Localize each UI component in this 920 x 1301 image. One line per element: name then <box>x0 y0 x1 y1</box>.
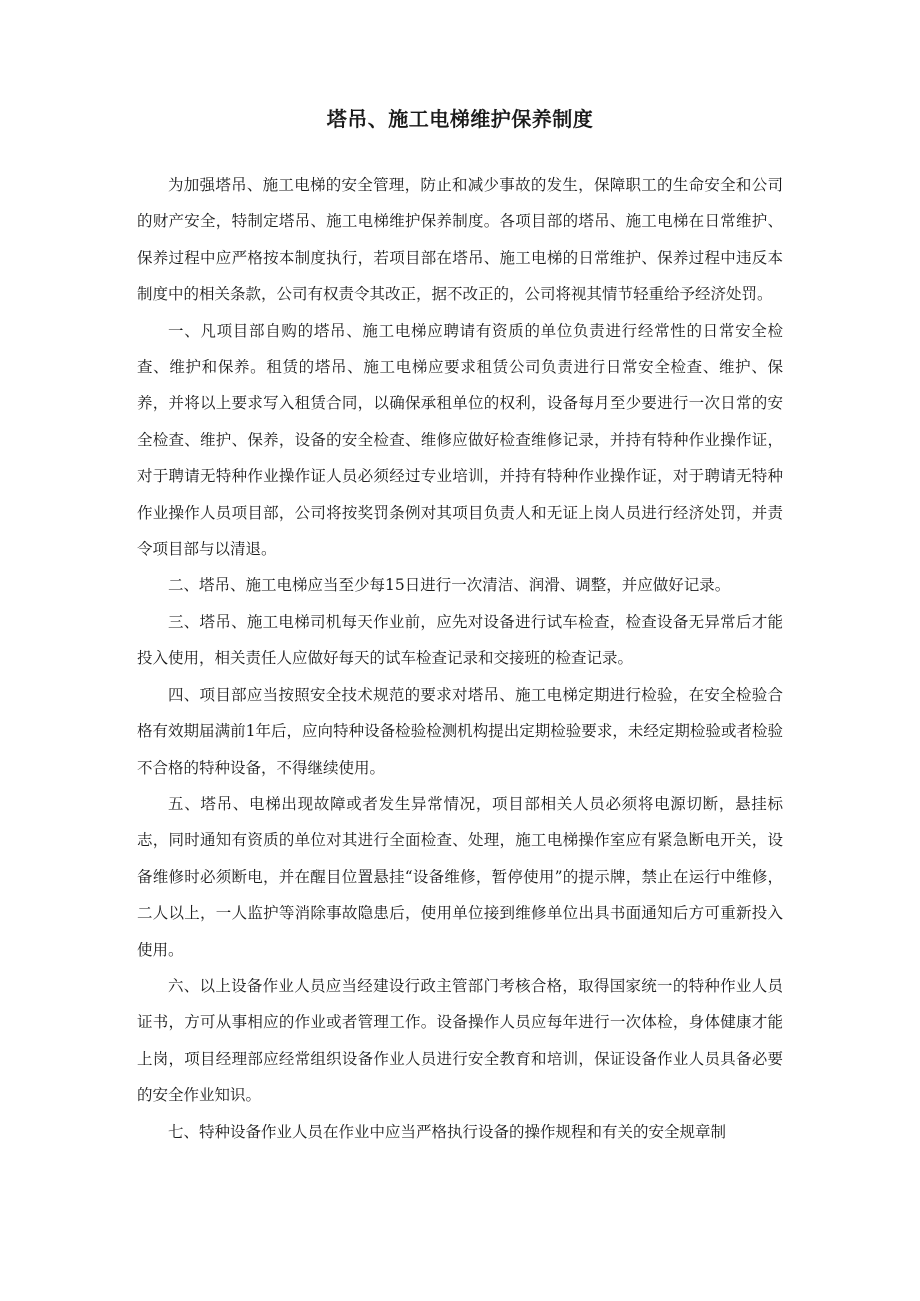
paragraph-clause-5: 五、塔吊、电梯出现故障或者发生异常情况，项目部相关人员必须将电源切断，悬挂标志，同时通知有资质的单位对其进行全面检查、处理，施工电梯操作室应有紧急断电开关，设备维修时必须断电，并在醒目位置悬挂“设备维修，暂停使用”的提示牌，禁止在运行中维修，二人以上，一人监护等消除事故隐患后，使用单位接到维修单位出具书面通知后方可重新投入使用。 <box>137 794 783 959</box>
paragraph-clause-6: 六、以上设备作业人员应当经建设行政主管部门考核合格，取得国家统一的特种作业人员证书，方可从事相应的作业或者管理工作。设备操作人员应每年进行一次体检，身体健康才能上岗，项目经理部应经常组织设备作业人员进行安全教育和培训，保证设备作业人员具备必要的安全作业知识。 <box>137 976 783 1105</box>
paragraph-clause-1: 一、凡项目部自购的塔吊、施工电梯应聘请有资质的单位负责进行经常性的日常安全检查、维护和保养。租赁的塔吊、施工电梯应要求租赁公司负责进行日常安全检查、维护、保养，并将以上要求写入租赁合同，以确保承租单位的权利，设备每月至少要进行一次日常的安全检查、维护、保养，设备的安全检查、维修应做好检查维修记录，并持有特种作业操作证，对于聘请无特种作业操作证人员必须经过专业培训，并持有特种作业操作证，对于聘请无特种作业操作人员项目部，公司将按奖罚条例对其项目负责人和无证上岗人员进行经济处罚，并责令项目部与以清退。 <box>137 321 783 559</box>
document-body <box>137 167 783 1150</box>
document-title: 塔吊、施工电梯维护保养制度 <box>326 107 594 131</box>
paragraph-clause-2: 二、塔吊、施工电梯应当至少每15日进行一次清洁、润滑、调整，并应做好记录。 <box>168 576 731 595</box>
paragraph-clause-4: 四、项目部应当按照安全技术规范的要求对塔吊、施工电梯定期进行检验，在安全检验合格有效期届满前1年后，应向特种设备检验检测机构提出定期检验要求，未经定期检验或者检验不合格的特种设备，不得继续使用。 <box>137 685 783 777</box>
paragraph-clause-3: 三、塔吊、施工电梯司机每天作业前，应先对设备进行试车检查，检查设备无异常后才能投入使用，相关责任人应做好每天的试车检查记录和交接班的检查记录。 <box>137 612 783 668</box>
paragraph-intro: 为加强塔吊、施工电梯的安全管理，防止和减少事故的发生，保障职工的生命安全和公司的财产安全，特制定塔吊、施工电梯维护保养制度。各项目部的塔吊、施工电梯在日常维护、保养过程中应严格按本制度执行，若项目部在塔吊、施工电梯的日常维护、保养过程中违反本制度中的相关条款，公司有权责令其改正，据不改正的，公司将视其情节轻重给予经济处罚。 <box>137 176 783 304</box>
paragraph-clause-7: 七、特种设备作业人员在作业中应当严格执行设备的操作规程和有关的安全规章制 <box>168 1122 727 1141</box>
